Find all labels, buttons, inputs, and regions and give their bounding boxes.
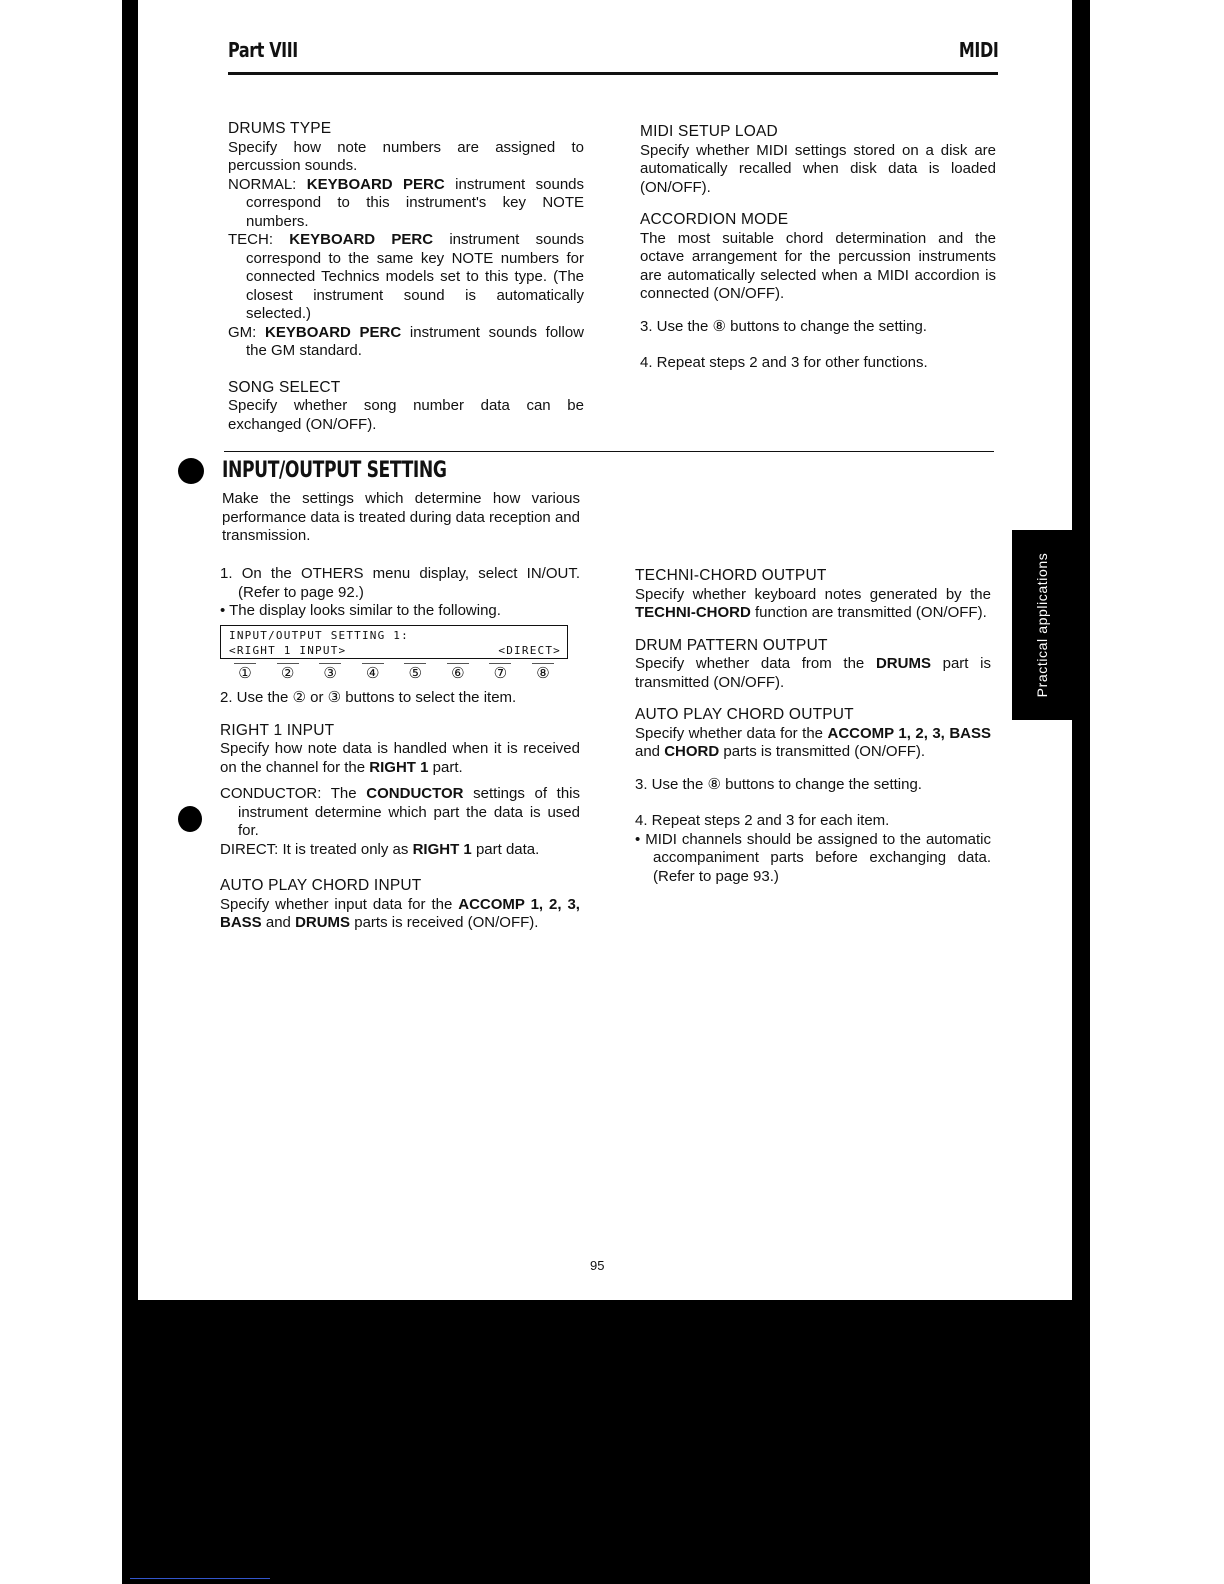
drum-pattern-title: DRUM PATTERN OUTPUT bbox=[635, 636, 828, 654]
drum-bold: DRUMS bbox=[875, 655, 931, 672]
autoplay-in-bold2: DRUMS bbox=[295, 914, 351, 931]
right1-desc-post: part. bbox=[432, 758, 463, 776]
button-6: ⑥ bbox=[447, 663, 469, 684]
button-8: ⑧ bbox=[532, 663, 554, 684]
autoplay-in-pre: Specify whether input data for the bbox=[220, 895, 453, 913]
autoplay-out-pre: Specify whether data for the bbox=[635, 724, 824, 742]
drum-post: part is transmitted (ON/OFF). bbox=[635, 655, 991, 691]
io-step4: 4. Repeat steps 2 and 3 for each item. bbox=[635, 812, 890, 829]
techni-pre: Specify whether keyboard notes generated by the bbox=[635, 585, 991, 603]
tech-label: TECH: bbox=[228, 231, 273, 248]
autoplay-out-bold1: ACCOMP 1, 2, 3, BASS bbox=[827, 724, 991, 742]
section-bullet-icon bbox=[178, 458, 204, 484]
section-divider bbox=[224, 451, 994, 452]
accordion-desc: The most suitable chord determination and the octave arrangement for the percussion instruments are automatically selected when a MIDI accordion is connected (ON/OFF). bbox=[640, 229, 996, 302]
right-top-step3: 3. Use the ⑧ buttons to change the setting. bbox=[640, 317, 927, 335]
direct-label: DIRECT: It is treated only as bbox=[220, 840, 409, 858]
song-select-title: SONG SELECT bbox=[228, 378, 341, 396]
right1-desc-bold: RIGHT 1 bbox=[369, 758, 429, 776]
autoplay-in-post: parts is received (ON/OFF). bbox=[354, 914, 539, 931]
tech-text: instrument sounds correspond to the same key NOTE numbers for connected Technics models set to this type. (The closest instrument sound is automatically selected.) bbox=[246, 231, 584, 322]
autoplay-output-title: AUTO PLAY CHORD OUTPUT bbox=[635, 706, 854, 723]
io-bullet1: • The display looks similar to the following. bbox=[220, 602, 501, 619]
button-2: ② bbox=[277, 663, 299, 684]
margin-marker-icon bbox=[178, 806, 202, 832]
right1-desc-pre: Specify how note data is handled when it is received on the channel for the bbox=[220, 740, 580, 776]
button-4: ④ bbox=[362, 663, 384, 684]
right1-input-desc bbox=[220, 740, 580, 777]
section-intro-block bbox=[222, 490, 580, 546]
conductor-text: settings of this instrument determine which part the data is used for. bbox=[238, 785, 581, 839]
normal-bold: KEYBOARD PERC bbox=[306, 175, 445, 193]
drum-pattern-desc bbox=[635, 655, 991, 692]
io-step2: 2. Use the ② or ③ buttons to select the item. bbox=[220, 689, 517, 706]
page-header bbox=[228, 38, 998, 75]
drums-type-tech bbox=[228, 231, 584, 324]
io-step3: 3. Use the ⑧ buttons to change the setting. bbox=[635, 775, 922, 793]
midi-setup-title: MIDI SETUP LOAD bbox=[640, 123, 778, 140]
autoplay-input-desc bbox=[220, 896, 580, 933]
direct-option bbox=[220, 841, 580, 860]
right-top-column bbox=[640, 123, 996, 373]
page-left-margin bbox=[0, 0, 122, 1584]
drums-type-desc: Specify how note numbers are assigned to percussion sounds. bbox=[228, 138, 584, 174]
page-number: 95 bbox=[590, 1258, 605, 1273]
chapter-label: MIDI bbox=[958, 38, 998, 62]
normal-text: instrument sounds correspond to this instrument's key NOTE numbers. bbox=[246, 175, 584, 230]
right-top-step4: 4. Repeat steps 2 and 3 for other functions. bbox=[640, 354, 928, 371]
conductor-bold: CONDUCTOR bbox=[366, 785, 464, 802]
io-step1: 1. On the OTHERS menu display, select IN/OUT. (Refer to page 92.) bbox=[220, 565, 580, 601]
gm-text: instrument sounds follow the GM standard. bbox=[246, 323, 585, 359]
left-top-column bbox=[228, 120, 584, 434]
gm-bold: KEYBOARD PERC bbox=[265, 323, 402, 341]
section-side-tab bbox=[1012, 530, 1072, 720]
button-3: ③ bbox=[319, 663, 341, 684]
normal-label: NORMAL: bbox=[228, 175, 297, 193]
drums-type-gm bbox=[228, 324, 584, 361]
gm-label: GM: bbox=[228, 323, 257, 341]
left-bottom-column bbox=[220, 565, 580, 933]
direct-text: part data. bbox=[475, 840, 540, 858]
techni-post: function are transmitted (ON/OFF). bbox=[755, 604, 987, 621]
lcd-display bbox=[220, 625, 568, 659]
page-right-margin bbox=[1090, 0, 1224, 1584]
lcd-line2 bbox=[229, 643, 567, 658]
midi-setup-desc: Specify whether MIDI settings stored on a disk are automatically recalled when disk data is loaded (ON/OFF). bbox=[640, 141, 996, 196]
scan-bottom-area bbox=[122, 1300, 1090, 1584]
autoplay-out-mid: and bbox=[635, 743, 661, 760]
lcd-line2-left: <RIGHT 1 INPUT> bbox=[229, 643, 347, 657]
conductor-label: CONDUCTOR: The bbox=[220, 785, 357, 802]
section-intro: Make the settings which determine how various performance data is treated during data reception and transmission. bbox=[222, 490, 580, 544]
techni-chord-desc bbox=[635, 586, 991, 623]
direct-bold: RIGHT 1 bbox=[412, 840, 472, 858]
part-label: Part VIII bbox=[228, 38, 298, 62]
right1-input-title: RIGHT 1 INPUT bbox=[220, 721, 335, 739]
autoplay-out-post: parts is transmitted (ON/OFF). bbox=[723, 743, 926, 760]
accordion-title: ACCORDION MODE bbox=[640, 211, 789, 228]
autoplay-input-title: AUTO PLAY CHORD INPUT bbox=[220, 877, 422, 894]
button-1: ① bbox=[234, 663, 256, 684]
bottom-link-line bbox=[130, 1578, 270, 1579]
right-bottom-column bbox=[635, 567, 991, 886]
conductor-option bbox=[220, 785, 580, 841]
button-7: ⑦ bbox=[489, 663, 511, 684]
button-5: ⑤ bbox=[404, 663, 426, 684]
techni-bold: TECHNI-CHORD bbox=[635, 604, 751, 621]
io-bullet-midi: • MIDI channels should be assigned to the automatic accompaniment parts before exchanging data. (Refer to page 93.) bbox=[635, 830, 991, 885]
autoplay-in-mid: and bbox=[265, 914, 291, 931]
side-tab-label: Practical applications bbox=[1034, 552, 1050, 698]
section-title: INPUT/OUTPUT SETTING bbox=[222, 458, 447, 483]
drums-type-normal bbox=[228, 176, 584, 232]
tech-bold: KEYBOARD PERC bbox=[289, 231, 434, 248]
drum-pre: Specify whether data from the bbox=[635, 655, 865, 672]
song-select-desc: Specify whether song number data can be exchanged (ON/OFF). bbox=[228, 397, 584, 433]
lcd-line1: INPUT/OUTPUT SETTING 1: bbox=[229, 628, 409, 642]
lcd-button-row bbox=[234, 663, 554, 684]
autoplay-output-desc bbox=[635, 725, 991, 762]
lcd-line2-right: <DIRECT> bbox=[498, 643, 561, 657]
drums-type-title: DRUMS TYPE bbox=[228, 120, 332, 137]
autoplay-in-bold1: ACCOMP 1, 2, 3, BASS bbox=[220, 895, 580, 931]
autoplay-out-bold2: CHORD bbox=[664, 743, 720, 760]
techni-chord-title: TECHNI-CHORD OUTPUT bbox=[635, 567, 827, 584]
